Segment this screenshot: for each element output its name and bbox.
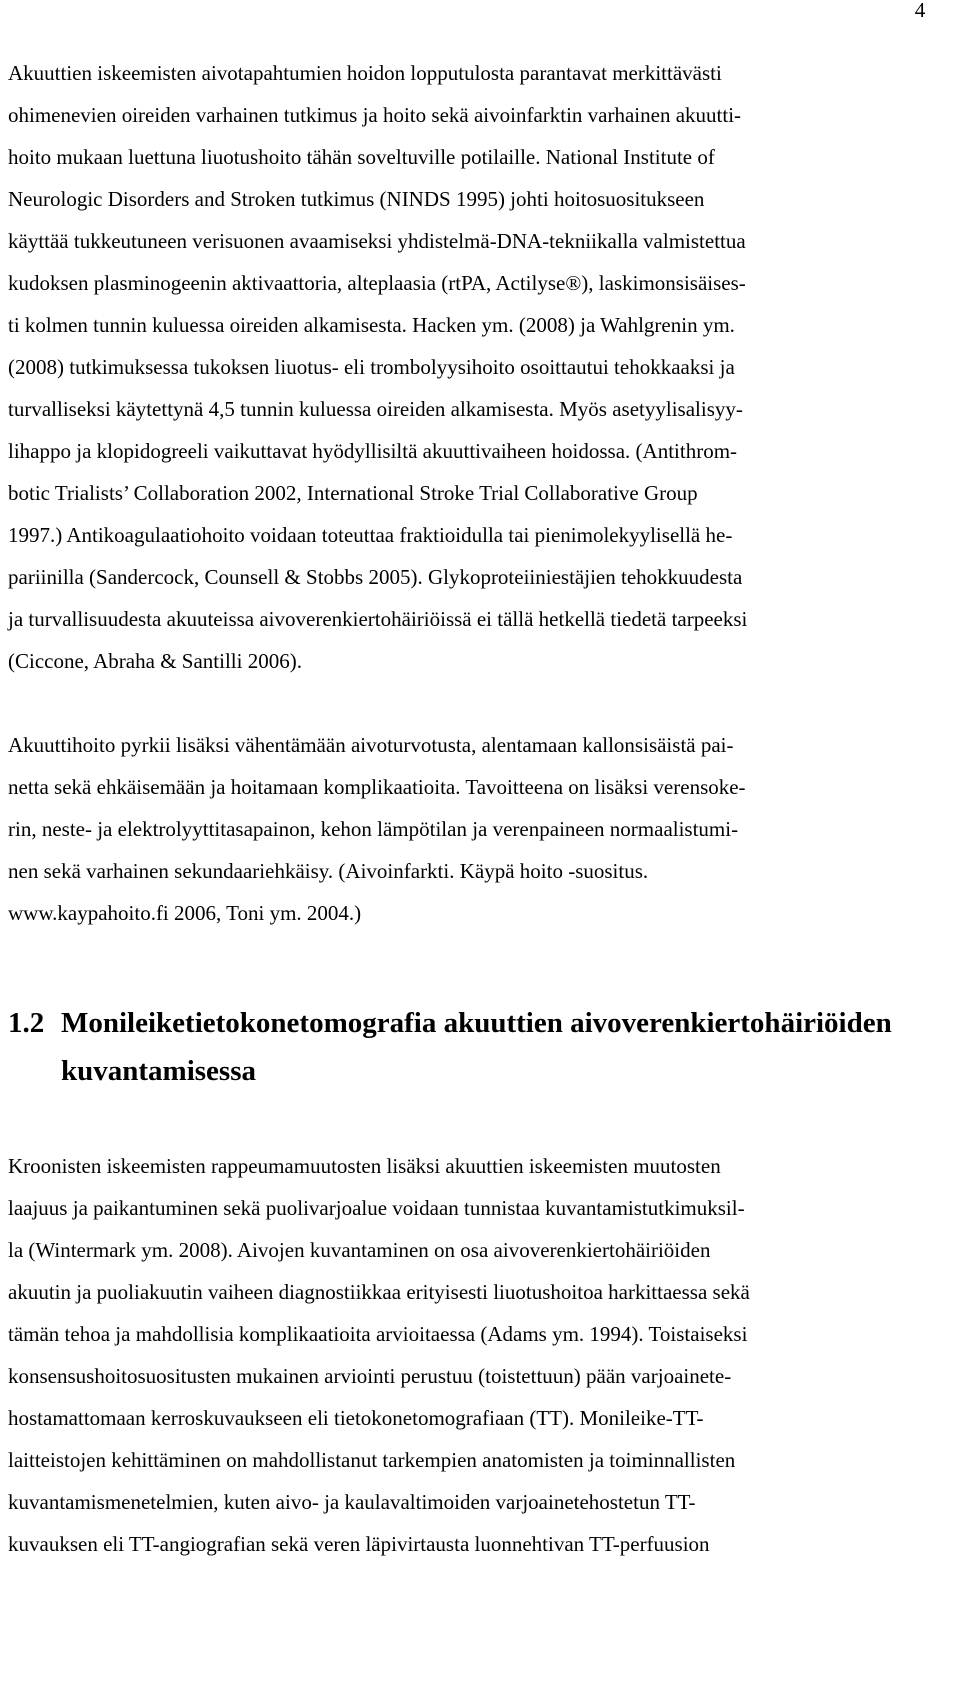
text-line: ti kolmen tunnin kuluessa oireiden alkamisesta. Hacken ym. (2008) ja Wahlgrenin ym. — [8, 313, 735, 337]
text-line: Kroonisten iskeemisten rappeumamuutosten lisäksi akuuttien iskeemisten muutosten — [8, 1154, 721, 1178]
text-line: botic Trialists’ Collaboration 2002, International Stroke Trial Collaborative Group — [8, 481, 698, 505]
text-line: rin, neste- ja elektrolyyttitasapainon, kehon lämpötilan ja verenpaineen normaalistumi- — [8, 817, 739, 841]
text-line: 1997.) Antikoagulaatiohoito voidaan toteuttaa fraktioidulla tai pienimolekyylisellä he- — [8, 523, 733, 547]
text-line: turvalliseksi käytettynä 4,5 tunnin kuluessa oireiden alkamisesta. Myös asetyylisalisyy- — [8, 397, 743, 421]
text-line: la (Wintermark ym. 2008). Aivojen kuvantaminen on osa aivoverenkiertohäiriöiden — [8, 1238, 711, 1262]
text-line: ja turvallisuudesta akuuteissa aivoverenkiertohäiriöissä ei tällä hetkellä tiedetä tarpeeksi — [8, 607, 748, 631]
text-line: käyttää tukkeutuneen verisuonen avaamiseksi yhdistelmä-DNA-tekniikalla valmistettua — [8, 229, 746, 253]
section-title-line-1: Monileiketietokonetomografia akuuttien aivoverenkiertohäiriöiden — [61, 1007, 892, 1039]
text-line: lihappo ja klopidogreeli vaikuttavat hyödyllisiltä akuuttivaiheen hoidossa. (Antithrom- — [8, 439, 738, 463]
text-line: Neurologic Disorders and Stroken tutkimus (NINDS 1995) johti hoitosuositukseen — [8, 187, 705, 211]
section-title-line-2: kuvantamisessa — [61, 1055, 256, 1087]
text-line: laitteistojen kehittäminen on mahdollistanut tarkempien anatomisten ja toiminnallisten — [8, 1448, 736, 1472]
text-line: konsensushoitosuositusten mukainen arviointi perustuu (toistettuun) pään varjoainete- — [8, 1364, 732, 1388]
text-line: Akuuttihoito pyrkii lisäksi vähentämään aivoturvotusta, alentamaan kallonsisäistä pai- — [8, 733, 734, 757]
text-line: tämän tehoa ja mahdollisia komplikaatioita arvioitaessa (Adams ym. 1994). Toistaiseksi — [8, 1322, 748, 1346]
text-line: (2008) tutkimuksessa tukoksen liuotus- eli trombolyysihoito osoittautui tehokkaaksi ja — [8, 355, 735, 379]
text-line: hostamattomaan kerroskuvaukseen eli tietokonetomografiaan (TT). Monileike-TT- — [8, 1406, 704, 1430]
page-number: 4 — [914, 0, 926, 22]
text-line: netta sekä ehkäisemään ja hoitamaan komplikaatioita. Tavoitteena on lisäksi verensoke- — [8, 775, 746, 799]
text-line: pariinilla (Sandercock, Counsell & Stobbs 2005). Glykoproteiiniestäjien tehokkuudesta — [8, 565, 743, 589]
text-line: kuvantamismenetelmien, kuten aivo- ja kaulavaltimoiden varjoainetehostetun TT- — [8, 1490, 696, 1514]
text-line: (Ciccone, Abraha & Santilli 2006). — [8, 649, 302, 673]
text-line: www.kaypahoito.fi 2006, Toni ym. 2004.) — [8, 901, 362, 925]
section-number: 1.2 — [8, 1007, 45, 1039]
text-line: hoito mukaan luettuna liuotushoito tähän soveltuville potilaille. National Institute of — [8, 145, 715, 169]
text-line: nen sekä varhainen sekundaariehkäisy. (Aivoinfarkti. Käypä hoito -suositus. — [8, 859, 649, 883]
text-line: kuvauksen eli TT-angiografian sekä veren läpivirtausta luonnehtivan TT-perfuusion — [8, 1532, 710, 1556]
text-line: kudoksen plasminogeenin aktivaattoria, alteplaasia (rtPA, Actilyse®), laskimonsisäises- — [8, 271, 746, 295]
text-line: akuutin ja puoliakuutin vaiheen diagnostiikkaa erityisesti liuotushoitoa harkittaessa sekä — [8, 1280, 750, 1304]
text-line: laajuus ja paikantuminen sekä puolivarjoalue voidaan tunnistaa kuvantamistutkimuksil- — [8, 1196, 745, 1220]
text-line: Akuuttien iskeemisten aivotapahtumien hoidon lopputulosta parantavat merkittävästi — [8, 61, 722, 85]
text-line: ohimenevien oireiden varhainen tutkimus ja hoito sekä aivoinfarktin varhainen akuutti- — [8, 103, 742, 127]
